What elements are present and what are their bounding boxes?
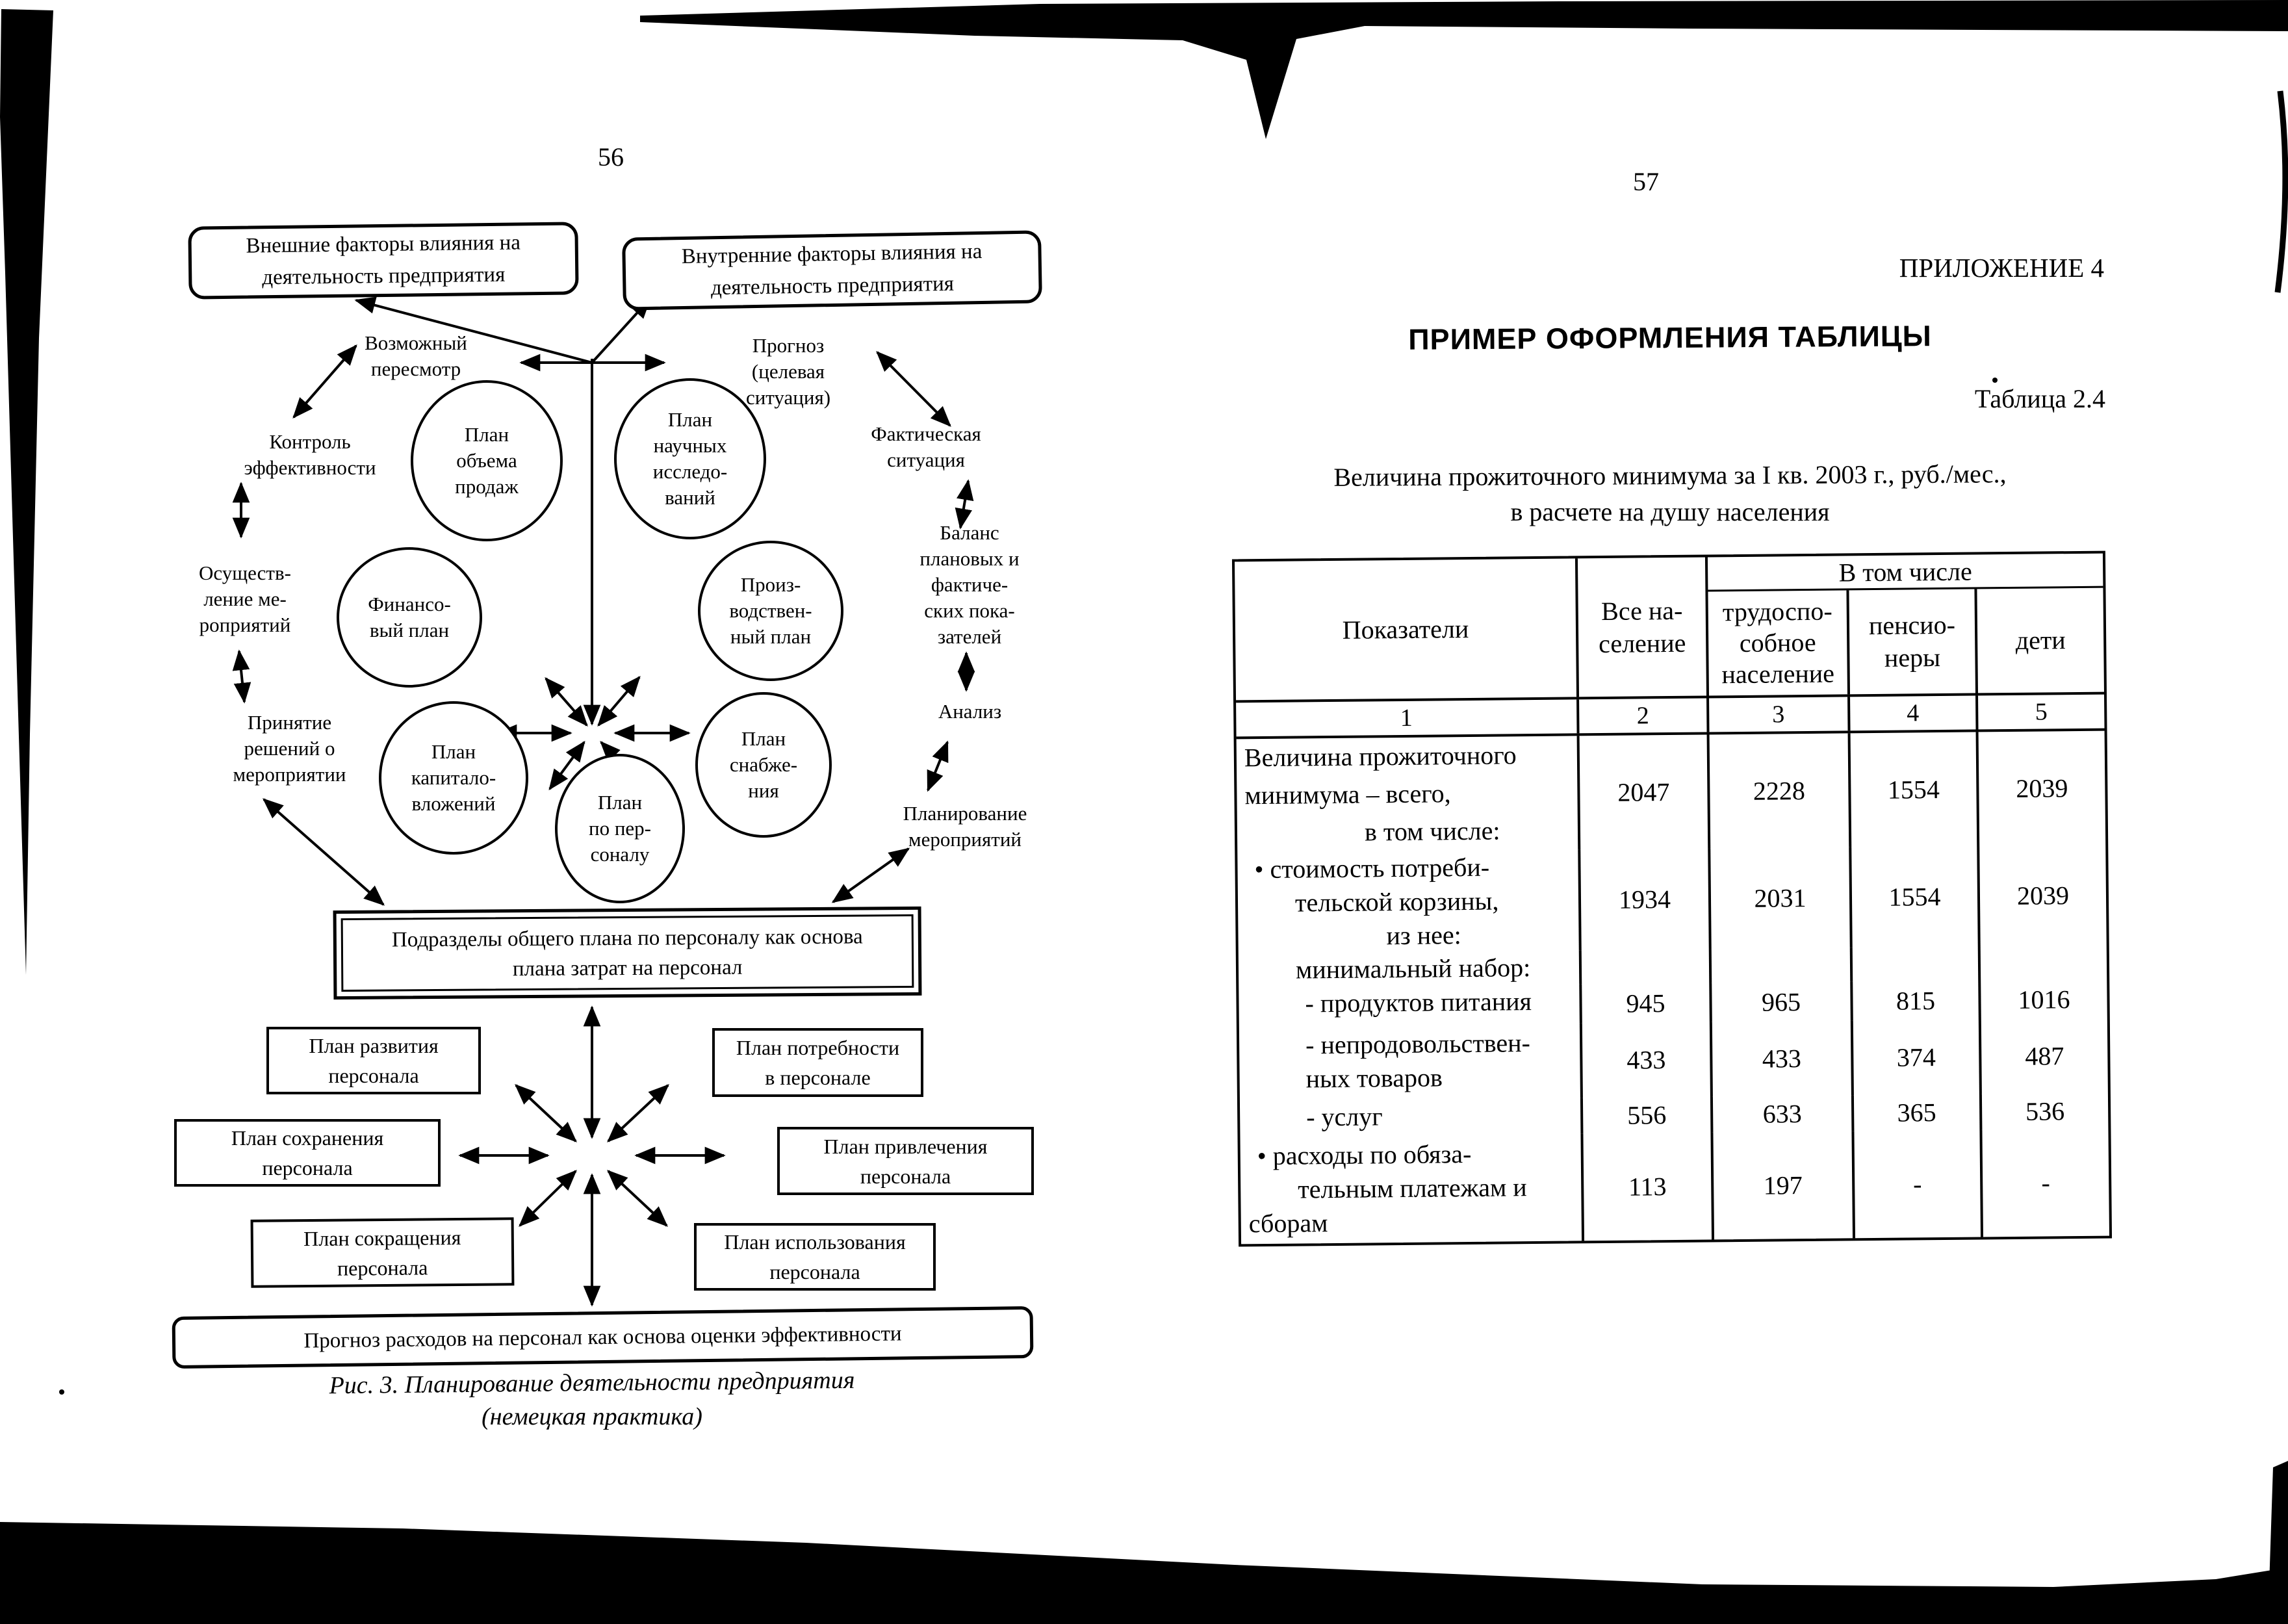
row-label-line: - непродовольствен-: [1305, 1028, 1531, 1060]
decision-making-label: Принятие решений о мероприятии: [233, 711, 346, 786]
row-label-line: минимума – всего,: [1244, 779, 1451, 810]
row-label-line: тельным платежам и: [1298, 1172, 1527, 1204]
including-span-header: В том числе: [1708, 554, 2103, 592]
table-row: [1239, 1018, 2108, 1102]
personnel-development-plan-box: План развития персонала: [266, 1027, 481, 1094]
including-group: [1708, 554, 2104, 696]
personnel-retention-plan-box: План сохранения персонала: [174, 1119, 441, 1187]
table-title-line1: Величина прожиточного минимума за I кв. 2003 г., руб./мес.,: [1333, 459, 2007, 492]
table-row: [1240, 1129, 2109, 1244]
col-header-pensioners: пенсио- неры: [1849, 589, 1978, 694]
table-cell: 113: [1583, 1132, 1714, 1241]
figure-caption-line1: Рис. 3. Планирование деятельности предприятия: [329, 1366, 855, 1400]
figure-caption-line2: (немецкая практика): [482, 1403, 702, 1430]
col-number: 5: [2035, 698, 2048, 726]
row-label: [1239, 950, 1582, 987]
col-header-children: дети: [2015, 625, 2066, 655]
research-plan-circle: План научных исследо- ваний: [614, 378, 766, 539]
table-cell: 433: [1712, 1020, 1854, 1096]
measures-implementation-label: Осуществ- ление ме- роприятий: [199, 561, 291, 636]
table-cell: 374: [1853, 1019, 1982, 1095]
page-number-right: 57: [1633, 167, 1659, 196]
table-cell: 2039: [2016, 881, 2070, 910]
row-label-line: • расходы по обяза-: [1257, 1139, 1472, 1171]
col-header-all-population: Все на- селение: [1578, 557, 1709, 697]
row-label-line: сборам: [1248, 1208, 1328, 1239]
measures-planning-label: Планирование мероприятий: [903, 802, 1027, 851]
table-example-heading: ПРИМЕР ОФОРМЛЕНИЯ ТАБЛИЦЫ: [1408, 319, 1932, 356]
personnel-attraction-plan-box: План привлечения персонала: [777, 1127, 1034, 1195]
table-title-line2: в расчете на душу населения: [1510, 497, 1830, 526]
plan-fact-balance-label: Баланс плановых и фактиче- ских пока- зателей: [919, 521, 1020, 648]
table-cell: 1554: [1851, 845, 1980, 947]
personnel-cost-forecast-box: Прогноз расходов на персонал как основа оценки эффективности: [172, 1306, 1034, 1369]
col-header-working-age: трудоспо- собное население: [1708, 590, 1850, 695]
supply-plan-circle: План снабже- ния: [695, 692, 832, 838]
table-cell: 1016: [2018, 984, 2070, 1014]
table-cell: 945: [1582, 983, 1712, 1023]
row-label-line: в том числе:: [1364, 816, 1500, 847]
table-cell: 487: [2025, 1041, 2064, 1071]
page-number-left: 56: [598, 142, 624, 172]
row-label-line: - услуг: [1305, 1102, 1383, 1132]
table-cell: 1934: [1580, 848, 1711, 950]
personnel-plan-sections-box: [333, 907, 922, 999]
row-label-line: тельской корзины,: [1294, 886, 1499, 918]
row-label: [1239, 984, 1582, 1026]
table-row: [1237, 731, 2106, 853]
table-row: [1237, 845, 2106, 954]
table-cell: [1853, 946, 1981, 981]
external-factors-box: Внешние факторы влияния на деятельность предприятия: [188, 222, 578, 299]
actual-situation-label: Фактическая ситуация: [871, 422, 981, 471]
row-label-line: ных товаров: [1305, 1063, 1443, 1094]
production-plan-circle: Произ- водствен- ный план: [698, 541, 843, 681]
row-label: [1237, 849, 1581, 953]
sales-volume-plan-circle: План объема продаж: [411, 380, 563, 541]
table-header-row: [1235, 554, 2104, 703]
row-label-line: из нее:: [1386, 920, 1461, 951]
row-label: [1239, 1023, 1583, 1101]
possible-revision-label: Возможный пересмотр: [365, 331, 467, 380]
table-cell: [1582, 949, 1712, 984]
table-cell: 556: [1583, 1096, 1714, 1133]
table-cell: 815: [1853, 980, 1981, 1020]
row-label: [1240, 1133, 1584, 1244]
personnel-reduction-plan-box: План сокращения персонала: [251, 1217, 515, 1288]
col-number: 4: [1850, 695, 1978, 730]
table-number-label: Таблица 2.4: [1974, 384, 2105, 413]
table-cell: 633: [1713, 1095, 1855, 1132]
row-label-line: - продуктов питания: [1305, 986, 1532, 1018]
table-cell: 365: [1854, 1094, 1983, 1131]
internal-factors-box: Внутренние факторы влияния на деятельность предприятия: [622, 230, 1042, 310]
row-label-line: • стоимость потреби-: [1254, 852, 1490, 884]
forecast-target-situation-label: Прогноз (целевая ситуация): [745, 334, 831, 409]
row-label-line: Величина прожиточного: [1244, 740, 1517, 773]
table-cell: -: [2041, 1168, 2051, 1198]
analysis-label: Анализ: [938, 700, 1002, 723]
table-cell: 2047: [1580, 734, 1711, 849]
table-cell: 2031: [1710, 847, 1852, 949]
table-cell: 2039: [2016, 773, 2068, 803]
financial-plan-circle: Финансо- вый план: [337, 547, 482, 688]
table-cell: [1981, 946, 2107, 981]
table-cell: 433: [1582, 1022, 1713, 1098]
including-subheaders: [1708, 588, 2104, 696]
personnel-need-plan-box: План потребности в персонале: [712, 1028, 923, 1097]
col-number: 1: [1236, 699, 1579, 736]
col-header-indicators: Показатели: [1235, 558, 1579, 700]
table-cell: 2228: [1710, 733, 1852, 848]
personnel-plan-circle: План по пер- соналу: [555, 754, 685, 903]
appendix-heading: ПРИЛОЖЕНИЕ 4: [1899, 253, 2104, 283]
table-cell: 1554: [1851, 732, 1980, 847]
table-cell: -: [1854, 1129, 1983, 1238]
personnel-plan-sections-text: Подразделы общего плана по персоналу как основа плана затрат на персонал: [341, 914, 914, 992]
minimum-subsistence-table: [1232, 551, 2112, 1247]
table-cell: 197: [1713, 1131, 1855, 1239]
row-label: [1240, 1098, 1584, 1137]
table-cell: 965: [1712, 981, 1853, 1022]
capital-investment-plan-circle: План капитало- вложений: [379, 701, 528, 855]
table-cell: 536: [2025, 1096, 2065, 1126]
efficiency-control-label: Контроль эффективности: [244, 430, 376, 479]
row-label: [1237, 736, 1581, 853]
col-number: 2: [1579, 698, 1709, 733]
personnel-usage-plan-box: План использования персонала: [694, 1223, 936, 1291]
col-number: 3: [1709, 697, 1850, 732]
row-label-line: минимальный набор:: [1295, 953, 1531, 985]
table-cell: [1712, 947, 1853, 983]
